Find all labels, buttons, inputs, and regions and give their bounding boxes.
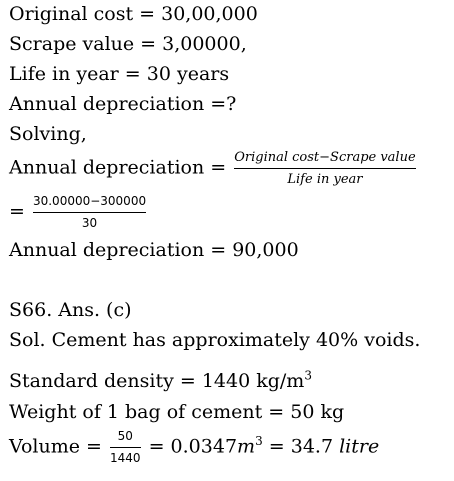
- fraction-bar: [33, 212, 146, 213]
- volume-denominator: 1440: [110, 451, 141, 465]
- formula-numerator: Original cost−Scrape value: [234, 150, 416, 165]
- original-cost-line: Original cost = 30,00,000: [9, 3, 258, 25]
- volume-equals-1: = 0.0347: [148, 435, 238, 458]
- annual-depreciation-formula: [9, 149, 418, 188]
- equals-sign: =: [9, 200, 25, 223]
- volume-m: m: [237, 435, 256, 458]
- annual-depreciation-result: Annual depreciation = 90,000: [9, 239, 299, 261]
- calculation-denominator: 30: [81, 216, 98, 230]
- annual-depreciation-question: Annual depreciation =?: [9, 93, 237, 115]
- formula-fraction: [234, 149, 415, 188]
- life-in-year-line: Life in year = 30 years: [9, 63, 230, 85]
- density-exponent: 3: [304, 368, 312, 383]
- volume-numerator: 50: [117, 429, 133, 443]
- calculation-fraction: [33, 193, 146, 232]
- solution-line: Sol. Cement has approximately 40% voids.: [9, 329, 421, 351]
- bag-weight-line: Weight of 1 bag of cement = 50 kg: [9, 401, 345, 423]
- volume-fraction: [110, 428, 141, 467]
- volume-equals-2: = 34.7: [268, 435, 334, 458]
- volume-exponent: 3: [255, 434, 263, 449]
- standard-density-text: Standard density = 1440 kg/m: [9, 370, 305, 392]
- formula-lhs: Annual depreciation =: [9, 156, 227, 179]
- fraction-bar: [110, 447, 141, 448]
- answer-line: S66. Ans. (c): [9, 299, 132, 321]
- fraction-bar: [234, 168, 415, 169]
- formula-denominator: Life in year: [287, 172, 363, 187]
- volume-line: [9, 428, 379, 467]
- scrape-value-line: Scrape value = 3,00000,: [9, 33, 247, 55]
- volume-unit: litre: [339, 435, 380, 458]
- calculation-numerator: 30.00000−300000: [32, 194, 147, 208]
- volume-lhs: Volume =: [9, 435, 102, 458]
- calculation-line: [9, 193, 148, 232]
- standard-density-line: [9, 369, 312, 393]
- solving-line: Solving,: [9, 123, 87, 145]
